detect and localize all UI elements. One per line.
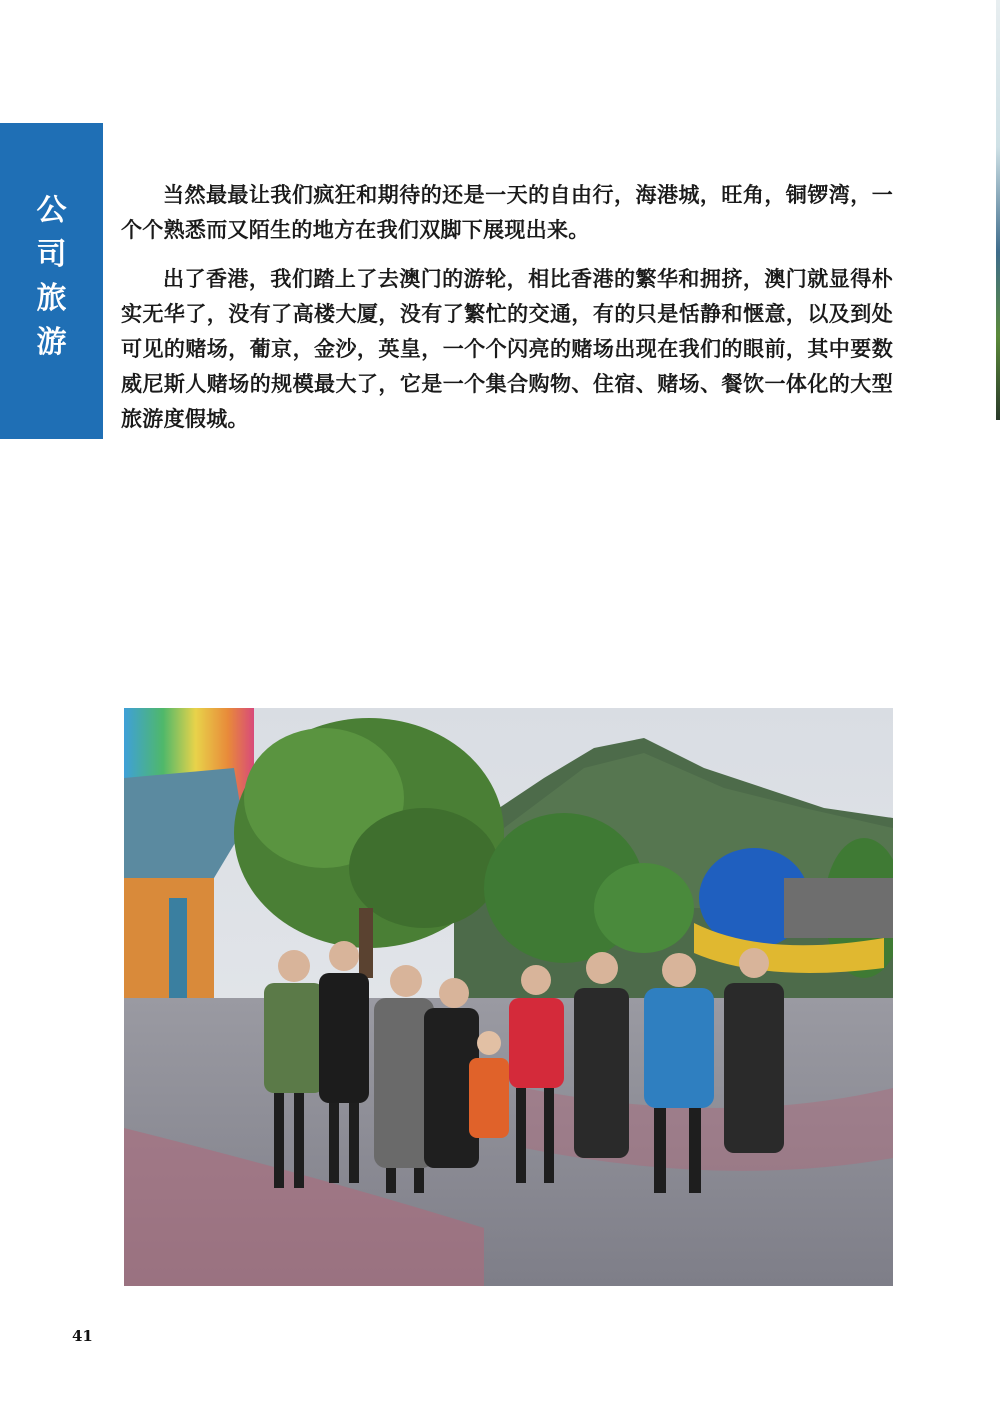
- section-tab: [0, 123, 103, 439]
- page-number: 41: [72, 1327, 93, 1345]
- article-paragraph: 出了香港，我们踏上了去澳门的游轮，相比香港的繁华和拥挤，澳门就显得朴实无华了，没有了高楼大厦，没有了繁忙的交通，有的只是恬静和惬意，以及到处可见的赌场，葡京，金沙，英皇，一个个闪亮的赌场出现在我们的眼前，其中要数威尼斯人赌场的规模最大了，它是一个集合购物、住宿、赌场、餐饮一体化的大型旅游度假城。: [121, 267, 893, 431]
- article-body: [121, 178, 893, 451]
- adjacent-page-strip: [996, 0, 1000, 420]
- article-paragraph: 当然最最让我们疯狂和期待的还是一天的自由行，海港城，旺角，铜锣湾，一个个熟悉而又陌生的地方在我们双脚下展现出来。: [121, 183, 893, 242]
- section-title: 公司旅游: [36, 193, 67, 360]
- group-photo: [124, 708, 893, 1286]
